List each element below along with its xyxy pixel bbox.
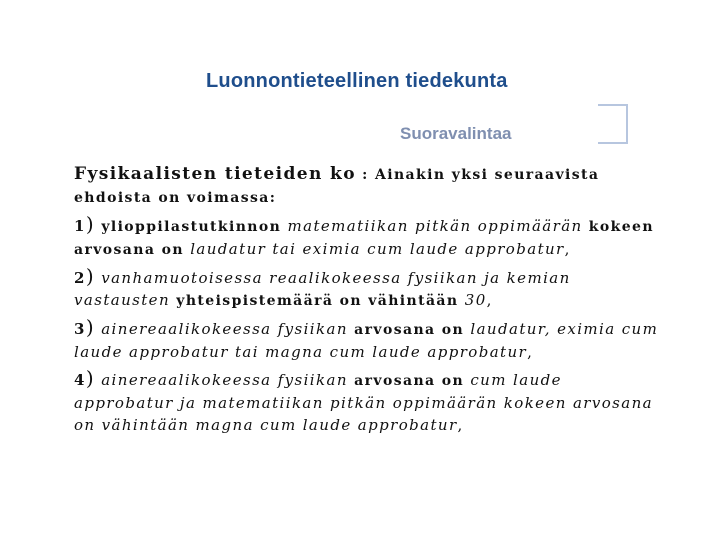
- condition-text: arvosana on: [347, 322, 471, 338]
- condition-text: ainereaalikokeessa fysiikan: [95, 320, 348, 338]
- slide-subtitle: Suoravalintaa: [400, 124, 512, 143]
- condition-text: kokeen arvosana on: [74, 219, 654, 258]
- condition-text: matematiikan pitkän oppimäärän: [287, 217, 583, 235]
- condition-text: ylioppilastutkinnon: [95, 219, 288, 235]
- condition-4: [74, 367, 664, 436]
- condition-1: [74, 213, 664, 261]
- condition-text: arvosana on: [347, 373, 471, 389]
- condition-text: ainereaalikokeessa fysiikan: [95, 371, 348, 389]
- slide-body: [74, 163, 664, 440]
- condition-text: laudatur tai eximia cum laude approbatur: [190, 240, 565, 258]
- condition-text: cum laude approbatur ja matematiikan pitkän oppimäärän kokeen arvosana on vähintään magna cum laude approbatur: [74, 371, 654, 434]
- condition-number: 2: [74, 269, 86, 287]
- condition-number: 1: [74, 217, 86, 235]
- intro-text-a: : Ainakin yksi seuraavista: [362, 167, 600, 183]
- slide-title: Luonnontieteellinen tiedekunta: [206, 70, 508, 92]
- condition-paren: ): [85, 264, 96, 288]
- condition-number: 3: [74, 320, 86, 338]
- condition-text: vanhamuotoisessa reaalikokeessa fysiikan ja kemian vastausten: [74, 269, 571, 309]
- condition-text: yhteispistemäärä on vähintään: [170, 293, 465, 309]
- intro-heading: Fysikaalisten tieteiden ko: [74, 164, 356, 184]
- condition-2: [74, 265, 664, 312]
- condition-3: [74, 316, 664, 363]
- condition-text: ,: [486, 291, 493, 309]
- condition-paren: ): [85, 315, 96, 339]
- intro-text-b: ehdoista on voimassa:: [74, 190, 277, 206]
- condition-text: ,: [527, 343, 534, 361]
- intro-paragraph: [74, 163, 664, 209]
- condition-paren: ): [85, 212, 96, 236]
- condition-text: ,: [457, 416, 464, 434]
- condition-text: 30: [464, 291, 487, 309]
- condition-text: ,: [564, 240, 571, 258]
- condition-paren: ): [85, 366, 96, 390]
- condition-number: 4: [74, 371, 86, 389]
- condition-text: laudatur, eximia cum laude approbatur tai magna cum laude approbatur: [74, 320, 659, 361]
- decorative-bracket: [598, 104, 628, 144]
